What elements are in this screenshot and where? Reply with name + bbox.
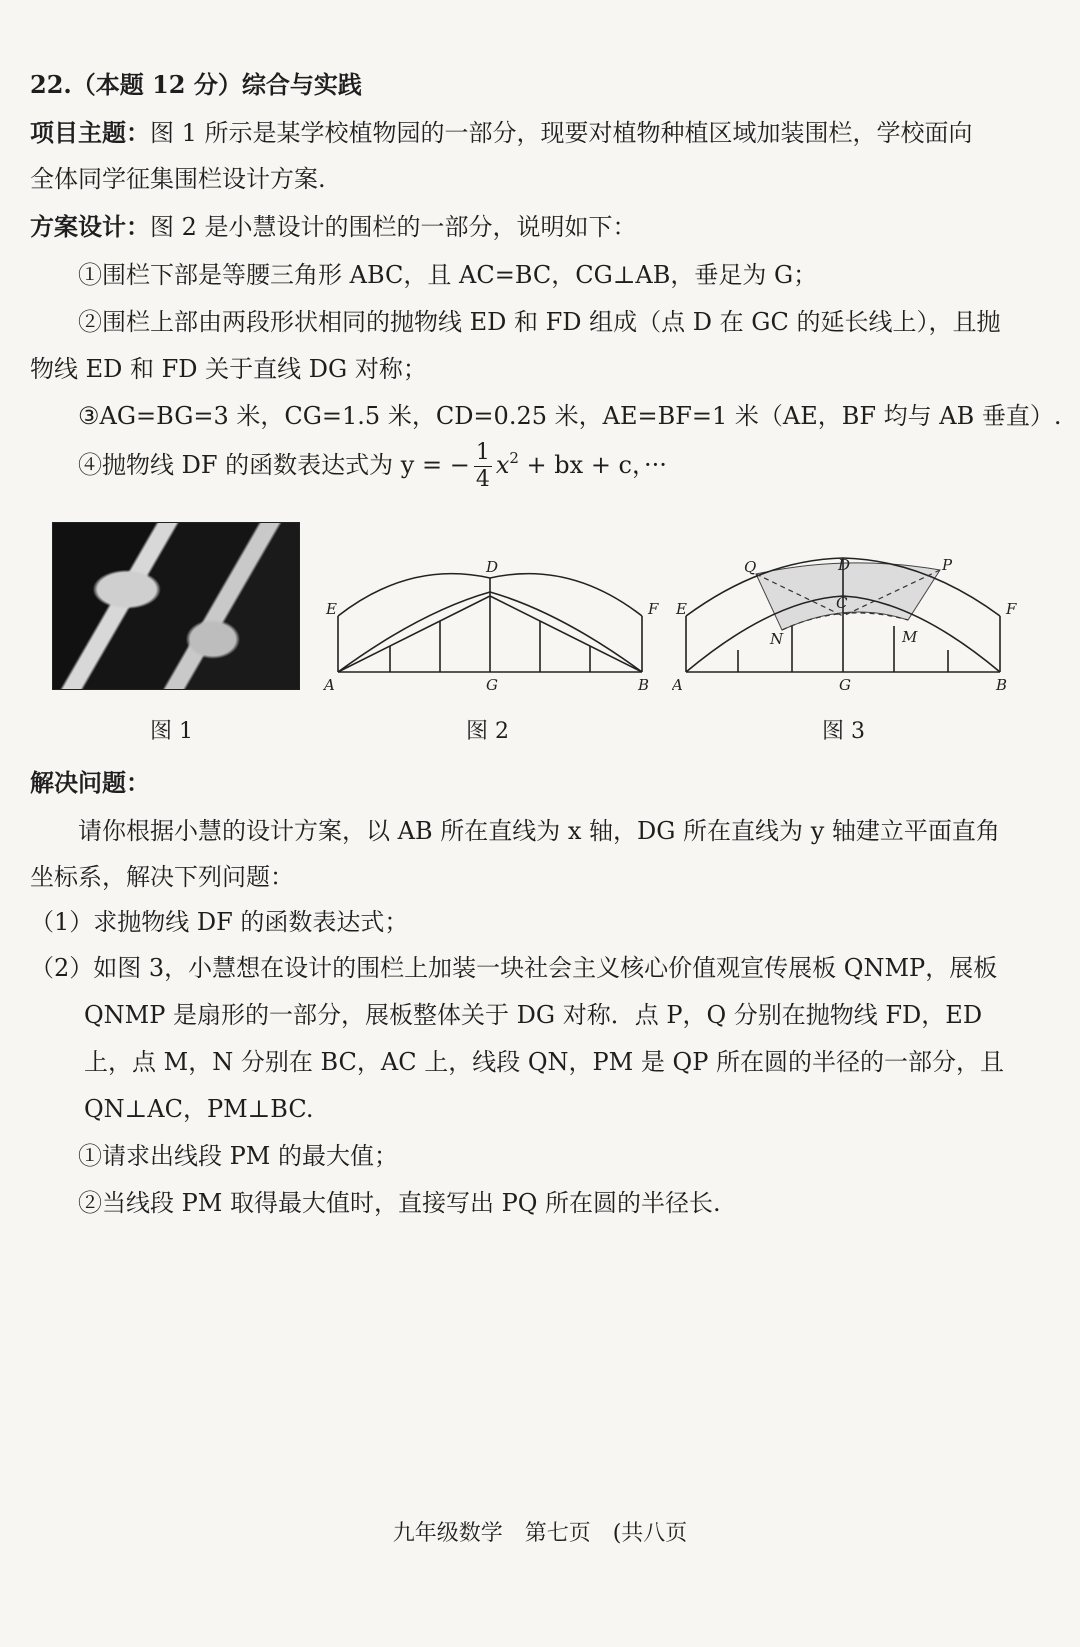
solve-label: 解决问题： xyxy=(30,768,150,797)
design-label: 方案设计： xyxy=(30,212,150,241)
design-line: 方案设计：图 2 是小慧设计的围栏的一部分，说明如下： xyxy=(30,212,637,241)
solve-intro-2: 坐标系，解决下列问题： xyxy=(30,863,294,891)
label-D: D xyxy=(838,556,851,574)
theme-line-2: 全体同学征集围栏设计方案. xyxy=(30,165,326,193)
design-item-4: ④抛物线 DF 的函数表达式为 y = − $\frac{1}{4}$ $x^2$ + bx + c，··· xyxy=(78,440,667,492)
fraction: $\frac{1}{4}$ xyxy=(475,440,490,492)
question-2d: QN⊥AC，PM⊥BC. xyxy=(84,1095,314,1123)
question-2a: （2）如图 3，小慧想在设计的围栏上加装一块社会主义核心价值观宣传展板 QNMP，展板 xyxy=(30,954,998,982)
page-footer: 九年级数学 第七页 (共八页 xyxy=(392,1521,688,1546)
label-E: E xyxy=(676,600,687,618)
label-A: A xyxy=(672,676,683,694)
label-G: G xyxy=(486,676,498,694)
label-N: N xyxy=(770,630,784,648)
label-B: B xyxy=(996,676,1008,694)
label-Q: Q xyxy=(744,558,757,576)
label-E: E xyxy=(326,600,337,618)
label-P: P xyxy=(942,556,953,574)
theme-line-1: 项目主题：图 1 所示是某学校植物园的一部分，现要对植物种植区域加装围栏，学校面向 xyxy=(30,118,973,147)
theme-label: 项目主题： xyxy=(30,118,150,147)
label-B: B xyxy=(638,676,650,694)
figure-3-diagram xyxy=(672,550,1032,700)
label-C: C xyxy=(836,594,848,612)
design-item-3: ③AG=BG=3 米，CG=1.5 米，CD=0.25 米，AE=BF=1 米（AE，BF 均与 AB 垂直）. xyxy=(78,402,1062,430)
label-M: M xyxy=(902,628,918,646)
question-1: （1）求抛物线 DF 的函数表达式； xyxy=(30,908,409,936)
fig3-caption: 图 3 xyxy=(822,719,865,744)
figure-2-diagram xyxy=(310,550,670,700)
question-2b: QNMP 是扇形的一部分，展板整体关于 DG 对称．点 P，Q 分别在抛物线 FD，ED xyxy=(84,1001,983,1029)
problem-header: 22.（本题 12 分）综合与实践 xyxy=(30,70,362,99)
question-2c: 上，点 M，N 分别在 BC，AC 上，线段 QN，PM 是 QP 所在圆的半径的一部分，且 xyxy=(84,1048,1004,1076)
fig2-caption: 图 2 xyxy=(466,719,509,744)
label-F: F xyxy=(648,600,659,618)
design-item-2a: ②围栏上部由两段形状相同的抛物线 ED 和 FD 组成（点 D 在 GC 的延长线上），且抛 xyxy=(78,308,1001,336)
question-2-part-2: ②当线段 PM 取得最大值时，直接写出 PQ 所在圆的半径长. xyxy=(78,1189,721,1217)
question-2-part-1: ①请求出线段 PM 的最大值； xyxy=(78,1142,398,1170)
design-item-1: ①围栏下部是等腰三角形 ABC，且 AC=BC，CG⊥AB，垂足为 G； xyxy=(78,261,818,289)
label-A: A xyxy=(324,676,335,694)
label-G: G xyxy=(839,676,851,694)
solve-intro-1: 请你根据小慧的设计方案，以 AB 所在直线为 x 轴，DG 所在直线为 y 轴建立平面直角 xyxy=(78,817,1000,845)
garden-photo xyxy=(52,522,300,690)
design-item-2b: 物线 ED 和 FD 关于直线 DG 对称； xyxy=(30,355,427,383)
label-D: D xyxy=(486,558,499,576)
fig1-caption: 图 1 xyxy=(150,719,193,744)
label-F: F xyxy=(1006,600,1017,618)
